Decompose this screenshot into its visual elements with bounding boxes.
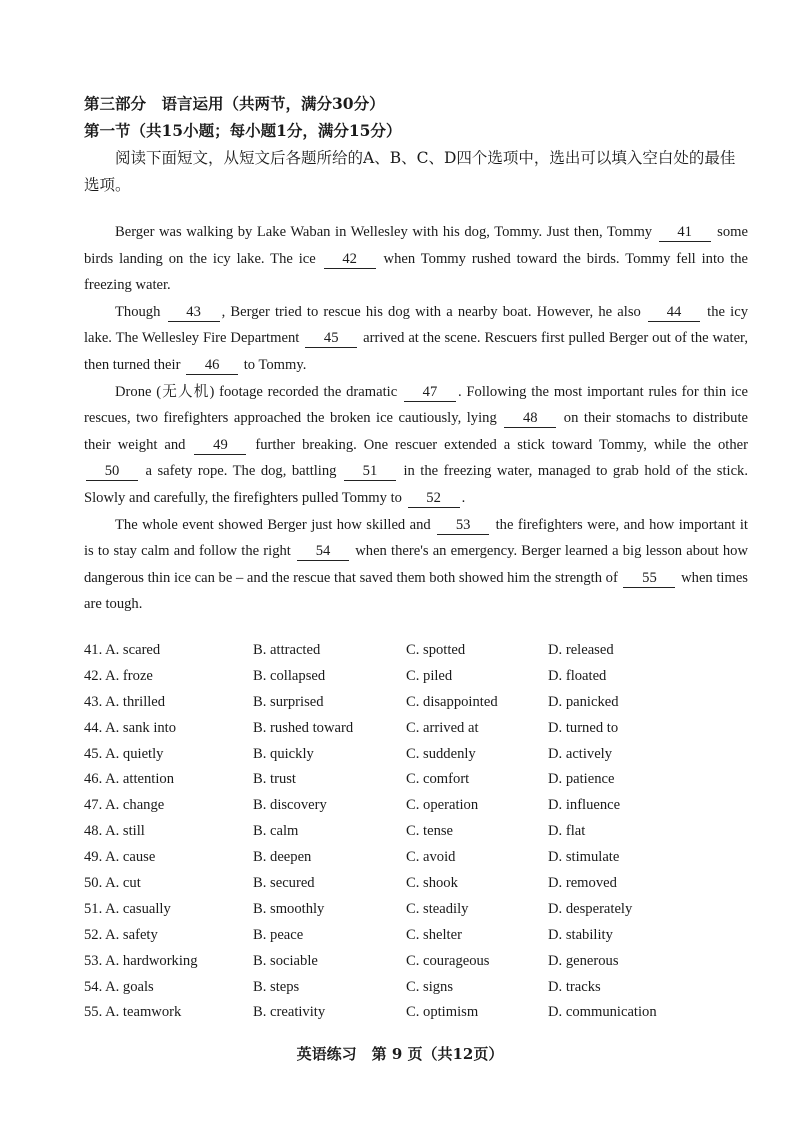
option-b: B. quickly [253,745,314,762]
passage-text: Berger was walking by Lake Waban in Wellesley with his dog, Tommy. Just then, Tommy [115,224,657,240]
question-number: 47. [84,797,103,814]
blank-51: 51 [344,463,396,481]
option-b: B. smoothly [253,900,325,917]
option-b: B. rushed toward [253,719,354,736]
option-text: A. cut [105,875,141,892]
option-c: C. suddenly [406,745,476,762]
option-row [84,875,764,901]
option-text: A. teamwork [105,1004,182,1021]
option-text: A. safety [105,926,158,943]
option-b: B. calm [253,823,299,840]
option-a [84,927,158,944]
passage-text: Drone (无人机) footage recorded the dramatic [115,383,402,400]
paragraph-3 [84,379,748,512]
paragraph-2 [84,299,748,379]
option-b: B. peace [253,926,304,943]
option-a [84,771,174,788]
option-d: D. panicked [548,693,619,710]
question-number: 41. [84,642,103,658]
option-row [84,823,764,849]
passage-text: Though [115,303,166,320]
option-text: A. scared [105,642,161,658]
blank-45: 45 [305,330,357,348]
question-number: 52. [84,926,103,943]
question-number: 54. [84,978,103,995]
option-row [84,927,764,953]
option-row [84,953,764,979]
passage-text: in the freezing water, managed to grab hold of the stick. Slowly and carefully, the firefighters pulled Tommy to [84,463,748,506]
option-a [84,1004,181,1021]
option-row [84,979,764,1005]
question-number: 46. [84,771,103,788]
option-b: B. surprised [253,693,324,710]
blank-49: 49 [194,437,246,455]
question-number: 45. [84,745,103,762]
option-text: A. sank into [105,719,177,736]
option-b: B. collapsed [253,667,326,684]
option-c: C. piled [406,667,453,684]
option-d: D. released [548,642,614,658]
option-row [84,849,764,875]
option-d: D. communication [548,1004,657,1021]
passage-text: when there's an emergency. Berger learned a big lesson about how dangerous thin ice can be – and the rescue that saved them both showed him the strength of [84,543,748,586]
passage-text: when times are tough. [84,569,748,613]
option-row [84,720,764,746]
option-a [84,642,160,659]
passage-text: a safety rope. The dog, battling [140,463,342,480]
passage-text: , Berger tried to rescue his dog with a nearby boat. However, he also [221,303,646,320]
passage-text: to Tommy. [240,356,307,373]
option-row [84,746,764,772]
option-a [84,668,153,685]
option-a [84,901,171,918]
option-c: C. comfort [406,771,470,788]
option-a [84,720,176,737]
passage-text: . [461,489,466,506]
option-row [84,901,764,927]
passage-text: further breaking. One rescuer extended a stick toward Tommy, while the other [248,436,748,453]
option-a [84,823,145,840]
blank-46: 46 [186,357,238,375]
option-c: C. arrived at [406,719,479,736]
option-a [84,849,155,866]
option-a [84,875,141,892]
option-c: C. optimism [406,1004,479,1021]
option-c: C. disappointed [406,693,498,710]
blank-54: 54 [297,543,349,561]
option-d: D. turned to [548,719,619,736]
option-c: C. shelter [406,926,462,943]
instructions: 阅读下面短文，从短文后各题所给的A、B、C、D四个选项中，选出可以填入空白处的最佳选项。 [84,149,736,194]
option-d: D. flat [548,823,586,840]
passage-text: The whole event showed Berger just how skilled and [115,516,436,533]
blank-55: 55 [623,570,675,588]
question-number: 42. [84,667,103,684]
option-d: D. removed [548,875,617,892]
option-text: A. goals [105,978,154,995]
option-d: D. stability [548,926,613,943]
blank-44: 44 [648,304,700,322]
blank-53: 53 [437,517,489,535]
options-list [84,642,764,1030]
option-b: B. sociable [253,952,318,969]
blank-47: 47 [404,384,456,402]
question-number: 53. [84,952,103,969]
paragraph-1 [84,219,748,299]
blank-42: 42 [324,251,376,269]
option-c: C. signs [406,978,454,995]
passage-text: . Following the most important rules for thin ice rescues, two firefighters approached the broken ice cautiously, lying [84,383,748,427]
option-c: C. tense [406,823,454,840]
blank-41: 41 [659,224,711,242]
passage-text: the firefighters were, and how important it is to stay calm and follow the right [84,516,748,560]
option-text: A. quietly [105,745,164,762]
option-row [84,668,764,694]
question-number: 51. [84,900,103,917]
passage [84,219,748,618]
passage-text: when Tommy rushed toward the birds. Tommy fell into the freezing water. [84,250,748,294]
option-b: B. discovery [253,797,327,814]
option-a [84,694,165,711]
option-row [84,771,764,797]
paragraph-4 [84,512,748,618]
option-b: B. secured [253,875,315,892]
passage-text: some birds landing on the icy lake. The ice [84,224,748,267]
option-text: A. still [105,823,145,840]
passage-text: on their stomachs to distribute their weight and [84,410,748,453]
option-text: A. attention [105,771,174,788]
option-c: C. operation [406,797,479,814]
option-b: B. trust [253,771,296,788]
question-number: 50. [84,875,103,892]
option-b: B. steps [253,978,300,995]
option-d: D. actively [548,745,613,762]
question-number: 48. [84,823,103,840]
question-number: 49. [84,849,103,866]
option-text: A. change [105,797,165,814]
option-d: D. floated [548,667,607,684]
option-d: D. desperately [548,900,633,917]
blank-48: 48 [504,410,556,428]
option-text: A. cause [105,849,156,866]
option-b: B. creativity [253,1004,326,1021]
option-a [84,953,198,970]
option-c: C. avoid [406,849,456,866]
option-row [84,797,764,823]
option-text: A. thrilled [105,693,166,710]
option-d: D. influence [548,797,621,814]
option-b: B. attracted [253,642,321,658]
option-text: A. casually [105,900,171,917]
option-row [84,642,764,668]
section-title: 第三部分 语言运用（共两节，满分30分） [84,94,385,113]
option-d: D. tracks [548,978,601,995]
option-a [84,979,154,996]
subsection-title: 第一节（共15小题；每小题1分，满分15分） [84,121,402,140]
option-c: C. steadily [406,900,469,917]
option-c: C. spotted [406,642,466,658]
option-d: D. generous [548,952,619,969]
option-a [84,746,163,763]
option-text: A. froze [105,667,153,684]
passage-text: the icy lake. The Wellesley Fire Department [84,303,748,347]
blank-50: 50 [86,463,138,481]
option-d: D. patience [548,771,615,788]
question-number: 44. [84,719,103,736]
option-row [84,1004,764,1030]
option-d: D. stimulate [548,849,620,866]
question-number: 43. [84,693,103,710]
option-b: B. deepen [253,849,312,866]
question-number: 55. [84,1004,103,1021]
blank-52: 52 [408,490,460,508]
option-a [84,797,164,814]
passage-text: arrived at the scene. Rescuers first pulled Berger out of the water, then turned their [84,330,748,373]
option-row [84,694,764,720]
page-footer: 英语练习 第 9 页（共12页） [296,1045,504,1063]
option-c: C. shook [406,875,458,892]
blank-43: 43 [168,304,220,322]
option-c: C. courageous [406,952,490,969]
option-text: A. hardworking [105,952,198,969]
